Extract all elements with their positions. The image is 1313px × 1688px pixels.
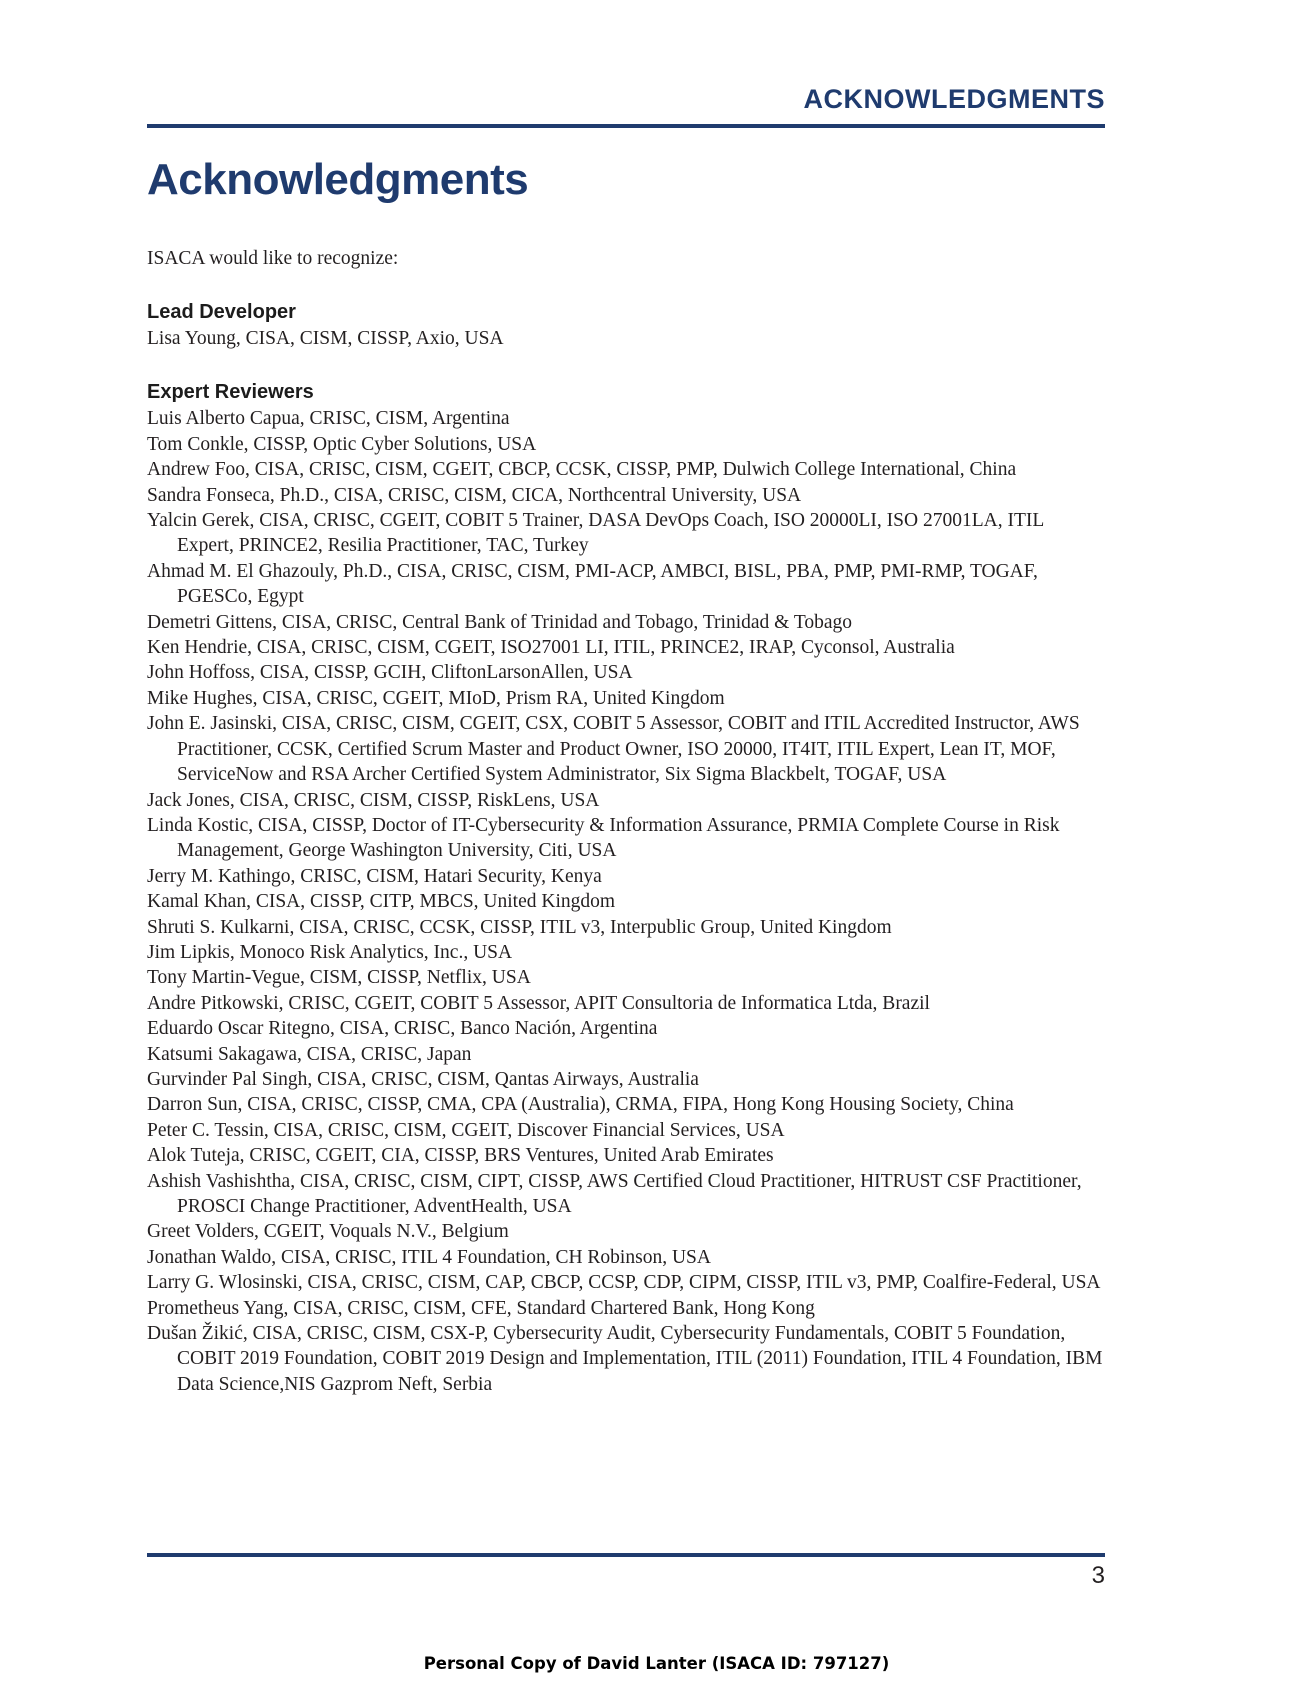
reviewer-entry: John Hoffoss, CISA, CISSP, GCIH, CliftonLarsonAllen, USA bbox=[147, 662, 633, 684]
reviewer-entry: Yalcin Gerek, CISA, CRISC, CGEIT, COBIT 5 Trainer, DASA DevOps Coach, ISO 20000LI, ISO 27001LA, ITIL Expert, PRINCE2, Resilia Practitioner, TAC, Turkey bbox=[147, 510, 1044, 557]
reviewer-entry: Sandra Fonseca, Ph.D., CISA, CRISC, CISM, CICA, Northcentral University, USA bbox=[147, 484, 802, 506]
reviewer-entry: Larry G. Wlosinski, CISA, CRISC, CISM, CAP, CBCP, CCSP, CDP, CIPM, CISSP, ITIL v3, PMP, Coalfire-Federal, USA bbox=[147, 1272, 1101, 1294]
reviewer-entry: Ashish Vashishtha, CISA, CRISC, CISM, CIPT, CISSP, AWS Certified Cloud Practitioner, HITRUST CSF Practitioner, PROSCI Change Practitioner, AdventHealth, USA bbox=[147, 1170, 1082, 1217]
reviewer-entry: Lisa Young, CISA, CISM, CISSP, Axio, USA bbox=[147, 328, 504, 349]
reviewer-entry: Jerry M. Kathingo, CRISC, CISM, Hatari Security, Kenya bbox=[147, 865, 602, 887]
reviewer-entry: Darron Sun, CISA, CRISC, CISSP, CMA, CPA (Australia), CRMA, FIPA, Hong Kong Housing Society, China bbox=[147, 1094, 1014, 1116]
section-heading: Lead Developer bbox=[147, 301, 296, 323]
reviewer-entry: Tom Conkle, CISSP, Optic Cyber Solutions, USA bbox=[147, 433, 537, 455]
page-number: 3 bbox=[1091, 1562, 1105, 1589]
reviewer-entry: Greet Volders, CGEIT, Voquals N.V., Belgium bbox=[147, 1221, 509, 1243]
reviewer-entry: Peter C. Tessin, CISA, CRISC, CISM, CGEIT, Discover Financial Services, USA bbox=[147, 1119, 785, 1141]
intro-text: ISACA would like to recognize: bbox=[147, 248, 399, 269]
reviewer-entry: Katsumi Sakagawa, CISA, CRISC, Japan bbox=[147, 1043, 472, 1065]
running-header: ACKNOWLEDGMENTS bbox=[803, 84, 1105, 114]
reviewer-entry: Andrew Foo, CISA, CRISC, CISM, CGEIT, CBCP, CCSK, CISSP, PMP, Dulwich College International, China bbox=[147, 459, 1017, 481]
reviewer-entry: Jonathan Waldo, CISA, CRISC, ITIL 4 Foundation, CH Robinson, USA bbox=[147, 1246, 711, 1268]
reviewer-entry: Linda Kostic, CISA, CISSP, Doctor of IT-Cybersecurity & Information Assurance, PRMIA Complete Course in Risk Management, George Washington University, Citi, USA bbox=[147, 814, 1060, 862]
page-content bbox=[147, 0, 1105, 1397]
section-heading: Expert Reviewers bbox=[147, 381, 314, 404]
page-title: Acknowledgments bbox=[147, 155, 529, 204]
reviewer-entry: Andre Pitkowski, CRISC, CGEIT, COBIT 5 Assessor, APIT Consultoria de Informatica Ltda, Brazil bbox=[147, 992, 930, 1014]
reviewer-entry: Mike Hughes, CISA, CRISC, CGEIT, MIoD, Prism RA, United Kingdom bbox=[147, 687, 725, 709]
reviewer-entry: Ahmad M. El Ghazouly, Ph.D., CISA, CRISC, CISM, PMI-ACP, AMBCI, BISL, PBA, PMP, PMI-RMP, TOGAF, PGESCo, Egypt bbox=[147, 560, 1038, 608]
reviewer-entry: Gurvinder Pal Singh, CISA, CRISC, CISM, Qantas Airways, Australia bbox=[147, 1068, 699, 1090]
reviewer-entry: Luis Alberto Capua, CRISC, CISM, Argentina bbox=[147, 408, 510, 430]
header-rule bbox=[147, 124, 1105, 128]
reviewer-entry: Alok Tuteja, CRISC, CGEIT, CIA, CISSP, BRS Ventures, United Arab Emirates bbox=[147, 1145, 774, 1167]
reviewer-entry: Jack Jones, CISA, CRISC, CISM, CISSP, RiskLens, USA bbox=[147, 789, 600, 811]
reviewer-entry: Eduardo Oscar Ritegno, CISA, CRISC, Banco Nación, Argentina bbox=[147, 1018, 658, 1040]
reviewer-entry: Jim Lipkis, Monoco Risk Analytics, Inc., USA bbox=[147, 941, 513, 963]
section-lead-developer bbox=[147, 301, 1105, 351]
reviewer-entry: John E. Jasinski, CISA, CRISC, CISM, CGEIT, CSX, COBIT 5 Assessor, COBIT and ITIL Accredited Instructor, AWS Practitioner, CCSK, Certified Scrum Master and Product Owner, ISO 20000, IT4IT, ITIL Expert, Lean IT, MOF, ServiceNow and RSA Archer Certified System Administrator, Six Sigma Blackbelt, TOGAF, USA bbox=[147, 713, 1080, 786]
reviewer-entry: Ken Hendrie, CISA, CRISC, CISM, CGEIT, ISO27001 LI, ITIL, PRINCE2, IRAP, Cyconsol, Australia bbox=[147, 637, 955, 659]
reviewer-entry: Demetri Gittens, CISA, CRISC, Central Bank of Trinidad and Tobago, Trinidad & Tobago bbox=[147, 611, 853, 633]
sections-container bbox=[147, 301, 1105, 1397]
reviewer-entry: Prometheus Yang, CISA, CRISC, CISM, CFE, Standard Chartered Bank, Hong Kong bbox=[147, 1297, 815, 1319]
reviewer-entry: Tony Martin-Vegue, CISM, CISSP, Netflix, USA bbox=[147, 967, 531, 989]
personal-copy-notice: Personal Copy of David Lanter (ISACA ID: 797127) bbox=[423, 1654, 890, 1673]
section-expert-reviewers bbox=[147, 381, 1105, 1397]
reviewer-entry: Shruti S. Kulkarni, CISA, CRISC, CCSK, CISSP, ITIL v3, Interpublic Group, United Kingdom bbox=[147, 916, 892, 938]
reviewer-entry: Kamal Khan, CISA, CISSP, CITP, MBCS, United Kingdom bbox=[147, 891, 616, 913]
footer-rule bbox=[147, 1553, 1105, 1557]
reviewer-entry: Dušan Žikić, CISA, CRISC, CISM, CSX-P, Cybersecurity Audit, Cybersecurity Fundamentals, COBIT 5 Foundation, COBIT 2019 Foundation, COBIT 2019 Design and Implementation, ITIL (2011) Foundation, ITIL 4 Foundation, IBM Data Science,NIS Gazprom Neft, Serbia bbox=[147, 1323, 1103, 1395]
